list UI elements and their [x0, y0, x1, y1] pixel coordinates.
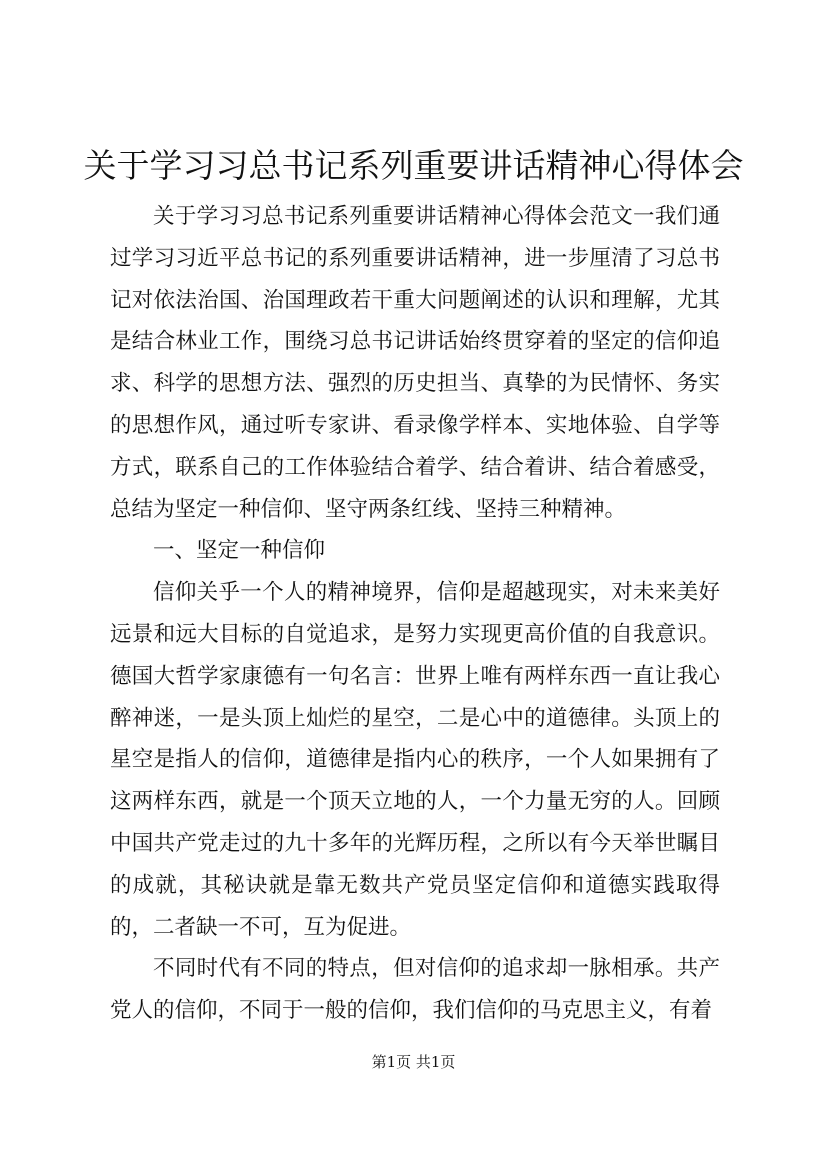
- document-body: [110, 196, 720, 1032]
- paragraph-intro: 关于学习习总书记系列重要讲话精神心得体会范文一我们通过学习习近平总书记的系列重要讲话精神，进一步厘清了习总书记对依法治国、治国理政若干重大问题阐述的认识和理解，尤其是结合林业工作，围绕习总书记讲话始终贯穿着的坚定的信仰追求、科学的思想方法、强烈的历史担当、真挚的为民情怀、务实的思想作风，通过听专家讲、看录像学样本、实地体验、自学等方式，联系自己的工作体验结合着学、结合着讲、结合着感受，总结为坚定一种信仰、坚守两条红线、坚持三种精神。: [110, 204, 720, 522]
- paragraph-era: 不同时代有不同的特点，但对信仰的追求却一脉相承。共产党人的信仰，不同于一般的信仰，我们信仰的马克思主义，有着: [110, 956, 720, 1024]
- section-heading: 一、坚定一种信仰: [153, 538, 326, 564]
- document-title: 关于学习习总书记系列重要讲话精神心得体会: [83, 146, 744, 185]
- page-footer: 第1页 共1页: [371, 1053, 456, 1071]
- paragraph-belief: 信仰关乎一个人的精神境界，信仰是超越现实，对未来美好远景和远大目标的自觉追求，是努力实现更高价值的自我意识。德国大哲学家康德有一句名言：世界上唯有两样东西一直让我心醉神迷，一是头顶上灿烂的星空，二是心中的道德律。头顶上的星空是指人的信仰，道德律是指内心的秩序，一个人如果拥有了这两样东西，就是一个顶天立地的人，一个力量无穷的人。回顾中国共产党走过的九十多年的光辉历程，之所以有今天举世瞩目的成就，其秘诀就是靠无数共产党员坚定信仰和道德实践取得的，二者缺一不可，互为促进。: [110, 580, 720, 940]
